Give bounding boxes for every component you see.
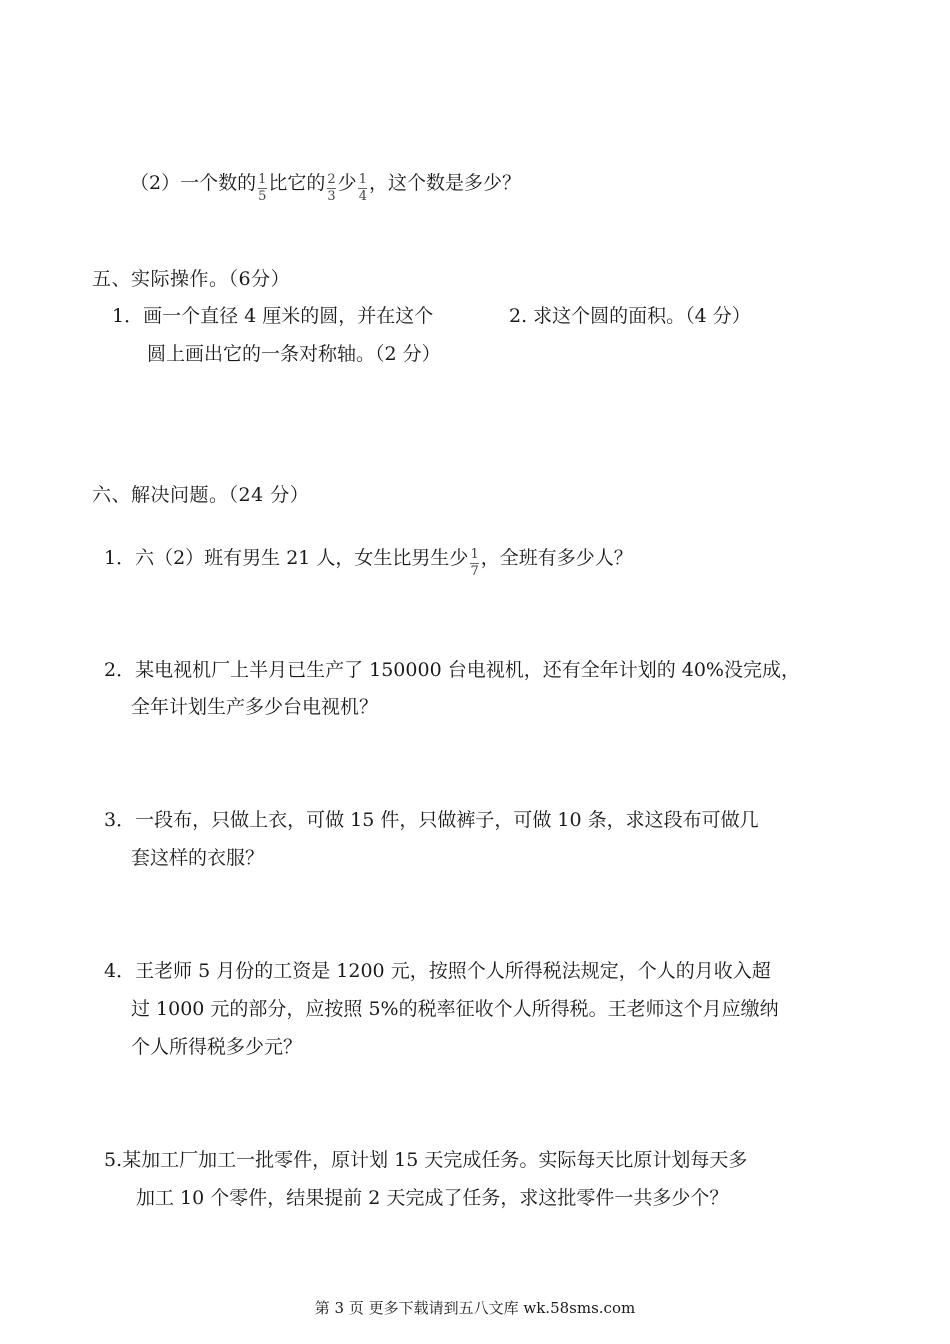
fraction-one-fifth [257,173,267,204]
problem-4-line-1: 4．王老师 5 月份的工资是 1200 元，按照个人所得税法规定，个人的月收入超 [104,960,771,982]
question-4-2-text-d: ，这个数是多少？ [368,172,521,194]
problem-1-text-a: 1．六（2）班有男生 21 人，女生比男生少 [104,547,469,569]
fraction-denominator: 7 [470,564,479,579]
section-5-item-2: 2. 求这个圆的面积。（4 分） [509,305,751,327]
fraction-numerator: 2 [327,172,336,187]
fraction-denominator: 4 [358,189,367,204]
section-5-item-1-line-1: 1．画一个直径 4 厘米的圆，并在这个 [112,305,434,327]
problem-3-line-2: 套这样的衣服？ [131,847,265,869]
fraction-denominator: 3 [327,189,336,204]
problem-2-line-2: 全年计划生产多少台电视机？ [131,696,379,718]
section-6-title: 六、解决问题。（24 分） [92,484,310,506]
question-4-2-text-a: （2）一个数的 [130,172,257,194]
problem-1 [104,546,633,579]
fraction-denominator: 5 [258,189,267,204]
fraction-two-thirds [326,173,336,204]
problem-1-text-b: ，全班有多少人？ [480,547,633,569]
question-4-2-text-c: 少 [337,172,357,194]
section-5-item-1-line-2: 圆上画出它的一条对称轴。（2 分） [147,343,441,365]
question-4-2-text-b: 比它的 [268,172,326,194]
fraction-numerator: 1 [470,547,479,562]
fraction-numerator: 1 [358,172,367,187]
fraction-numerator: 1 [258,172,267,187]
fraction-one-fourth [358,173,368,204]
problem-4-line-2: 过 1000 元的部分，应按照 5%的税率征收个人所得税。王老师这个月应缴纳 [131,998,779,1020]
problem-4-line-3: 个人所得税多少元？ [131,1036,303,1058]
section-5-title: 五、实际操作。（6分） [92,268,291,290]
fraction-one-seventh [469,548,479,579]
problem-5-line-1: 5.某加工厂加工一批零件，原计划 15 天完成任务。实际每天比原计划每天多 [104,1149,748,1171]
question-4-2 [130,171,521,204]
problem-5-line-2: 加工 10 个零件，结果提前 2 天完成了任务，求这批零件一共多少个？ [136,1187,729,1209]
problem-2-line-1: 2．某电视机厂上半月已生产了 150000 台电视机，还有全年计划的 40%没完成， [104,659,800,681]
page-footer: 第 3 页 更多下载请到五八文库 wk.58sms.com [314,1299,636,1317]
problem-3-line-1: 3．一段布，只做上衣，可做 15 件，只做裤子，可做 10 条，求这段布可做几 [104,809,759,831]
